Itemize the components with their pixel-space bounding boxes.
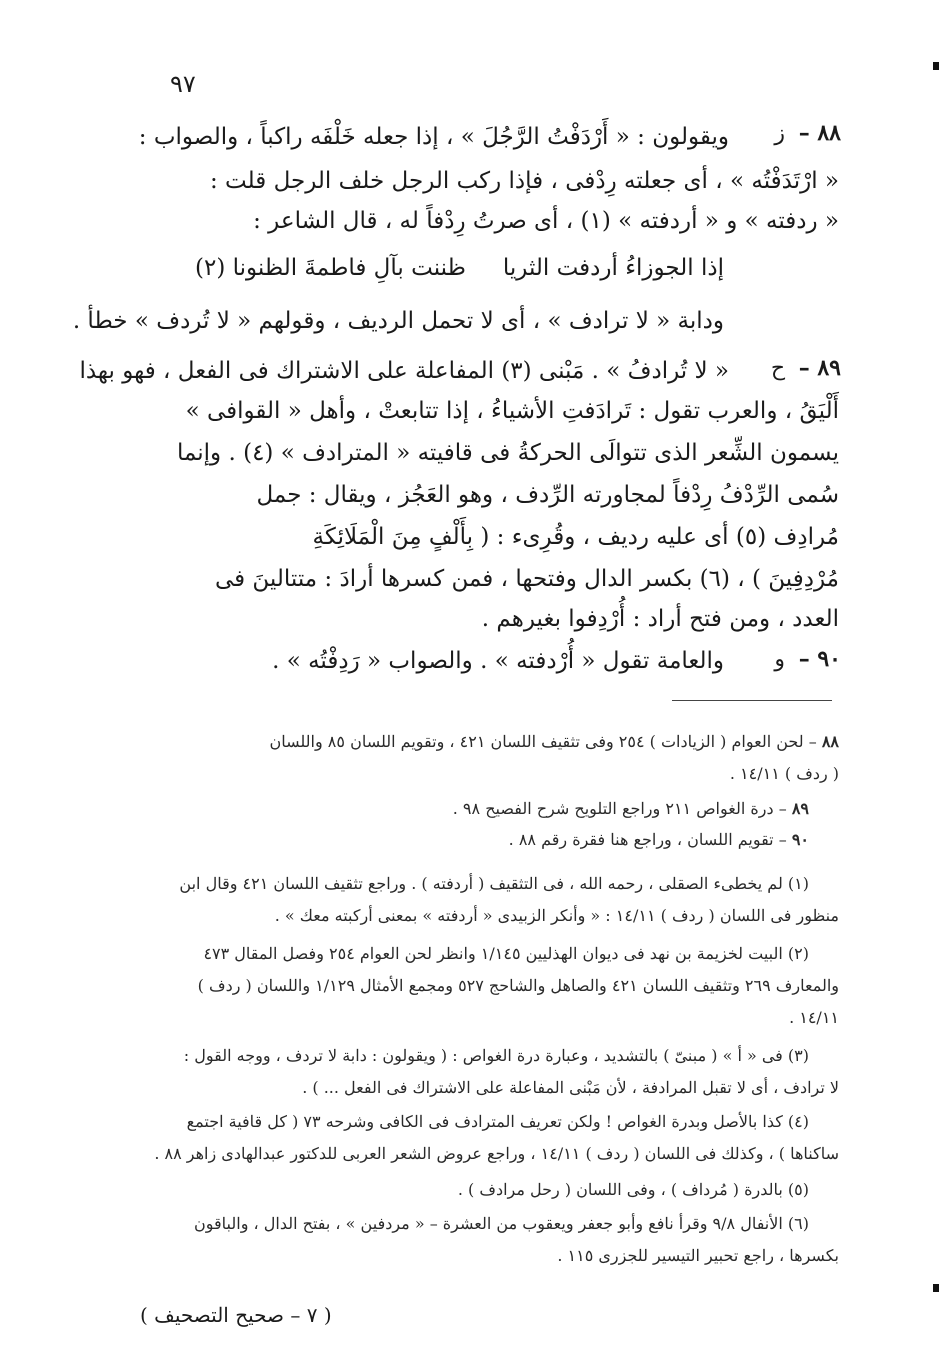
footnote-2-line-1: (٢) البيت لخزيمة بن نهد فى ديوان الهذليين ١/١٤٥ وانظر لحن العوام ٢٥٤ وفصل المقال ٤٧٣	[203, 944, 809, 963]
verse-first-hemistich: إذا الجوزاءُ أردفت الثريا	[502, 255, 724, 281]
entry-89-line-5: مُرادِف (٥) أى عليه رديف ، وقُرِىء : ( بِأَلْفٍ مِنَ الْمَلَائِكَةِ	[312, 524, 839, 550]
entry-number-88	[774, 120, 841, 146]
entry-88-line-1: ويقولون : « أَرْدَفْتُ الرَّجُلَ » ، إذا جعله خَلْفَه راكباً ، والصواب :	[138, 124, 729, 150]
entry-tag: ح	[770, 356, 786, 381]
footnote-1-line-2: منظور فى اللسان ( ردف ) ١٤/١١ : « وأنكر الزبيدى « أردفته » بمعنى أركبته معك » .	[274, 906, 839, 925]
entry-tag: ز	[774, 121, 786, 146]
source-note-text: – لحن العوام ( الزيادات ) ٢٥٤ وفى تثقيف اللسان ٤٢١ ، وتقويم اللسان ٨٥ واللسان	[269, 732, 817, 751]
footnote-4-line-1: (٤) كذا بالأصل وبدرة الغواص ! ولكن تعريف المترادف فى الكافى وشرحه ٧٣ ( كل قافية اجتمع	[186, 1112, 809, 1131]
entry-89-line-1: « لا تُرادفُ » . مَبْنى (٣) المفاعلة على الاشتراك فى الفعل ، فهو بهذا	[79, 358, 729, 384]
entry-89-line-4: سُمى الرِّدْفُ رِدْفاً لمجاورته الرِّدف ، وهو العَجُز ، ويقال : جمل	[256, 482, 839, 508]
entry-88-line-3: « ردفته » و « أردفته » (١) ، أى صرتُ رِدْفاً له ، قال الشاعر :	[253, 208, 839, 234]
source-note-number: ٨٩	[791, 799, 809, 818]
entry-89-line-2: أَلْيَقُ ، والعرب تقول : تَرادَفتِ الأشياءُ ، إذا تتابعتْ ، وأهل « القوافى »	[185, 398, 839, 424]
entry-88-line-2: « ارْتَدَفْتُه » ، أى جعلته رِدْفى ، فإذا ركب الرجل خلف الرجل قلت :	[210, 168, 839, 194]
footnote-6-line-1: (٦) الأنفال ٩/٨ وقرأ نافع وأبو جعفر ويعقوب من العشرة – « مردفين » ، بفتح الدال ، والباقون	[194, 1214, 809, 1233]
edge-mark-bottom	[933, 1284, 939, 1292]
footnote-2-line-2: والمعارف ٢٦٩ وتثقيف اللسان ٤٢١ والصاهل والشاحج ٥٢٧ ومجمع الأمثال ١/١٢٩ واللسان ( ردف )	[197, 976, 839, 995]
page-number: ٩٧	[170, 70, 196, 98]
footer-signature: ( ٧ – صحيح التصحيف )	[140, 1303, 332, 1327]
entry-number-text: ٩٠ –	[798, 646, 841, 672]
entry-90-line-1: والعامة تقول « أُرْدفته » . والصواب « رَدِفْتُه » .	[272, 648, 724, 674]
source-note-number: ٩٠	[791, 830, 809, 849]
footnote-2-line-3: ١٤/١١ .	[789, 1008, 839, 1027]
footnote-separator	[672, 700, 832, 701]
source-note-number: ٨٨	[821, 732, 839, 751]
footnote-4-line-2: ساكناها ) ، وكذلك فى اللسان ( ردف ) ١٤/١١ ، وراجع عروض الشعر العربى للدكتور عبدالهادى زاهر ٨٨ .	[154, 1144, 839, 1163]
entry-89-line-3: يسمون الشِّعر الذى تتوالَى الحركةُ فى قافيته « المترادف » (٤) . وإنما	[176, 440, 839, 466]
footnote-3-line-2: لا ترادف ، أى لا تقبل المرادفة ، لأن مَبْنى المفاعلة على الاشتراك فى الفعل ... ) .	[302, 1078, 839, 1097]
edge-mark-top	[933, 62, 939, 70]
entry-number-90	[774, 646, 841, 672]
source-note-88-cont: ( ردف ) ١٤/١١ .	[729, 764, 839, 783]
source-note-89	[130, 795, 809, 823]
entry-88-closing: ودابة « لا ترادف » ، أى لا تحمل الرديف ، وقولهم « لا تُردف » خطأ .	[72, 308, 724, 334]
entry-number-text: ٨٩ –	[798, 355, 841, 381]
verse-second-hemistich: ظننت بآلِ فاطمةَ الظنونا (٢)	[195, 255, 466, 281]
footnote-5: (٥) بالدرة ( مُرداف ) ، وفى اللسان ( رحل مرادف ) .	[457, 1180, 809, 1199]
entry-89-line-6: مُرْدِفِينَ ) ، (٦) بكسر الدال وفتحها ، فمن كسرها أرادَ : متتالينَ فى	[214, 566, 839, 592]
footnote-6-line-2: بكسرها ، راجع تحبير التيسير للجزرى ١١٥ .	[557, 1246, 839, 1265]
footnote-1-line-1: (١) لم يخطىء الصقلى ، رحمه الله ، فى التثقيف ( أردفته ) . وراجع تثقيف اللسان ٤٢١ وقال ابن	[179, 874, 809, 893]
source-note-text: – تقويم اللسان ، وراجع هنا فقرة رقم ٨٨ .	[508, 830, 787, 849]
entry-number-text: ٨٨ –	[798, 120, 841, 146]
entry-tag: و	[774, 647, 786, 672]
source-note-text: – درة الغواص ٢١١ وراجع التلويح شرح الفصيح ٩٨ .	[452, 799, 787, 818]
source-note-90	[130, 826, 809, 854]
entry-number-89	[771, 355, 841, 381]
footnote-3-line-1: (٣) فى « أ » ( مبنىّ ) بالتشديد ، وعبارة درة الغواص : ( ويقولون : دابة لا تردف ، ووجه القول :	[183, 1046, 809, 1065]
entry-89-line-7: العدد ، ومن فتح أراد : أُرْدِفوا بغيرهم .	[481, 606, 839, 632]
source-note-88	[130, 728, 839, 756]
